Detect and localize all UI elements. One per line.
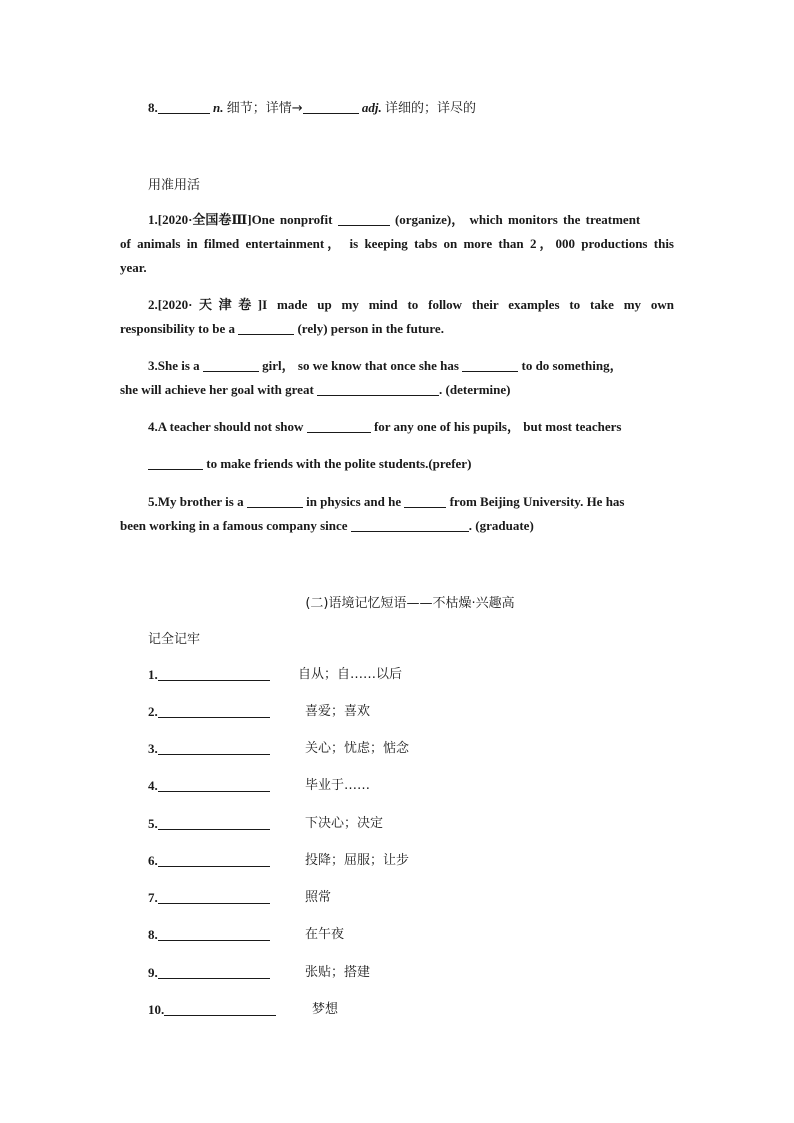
answer-blank[interactable] — [148, 455, 203, 470]
phrase-row: 8. 在午夜 — [148, 927, 345, 942]
phrase-row: 4. 毕业于…… — [148, 778, 371, 793]
meaning-adjective: 详细的；详尽的 — [385, 101, 477, 116]
phrase-row: 7. 照常 — [148, 890, 332, 905]
phrase-row: 5. 下决心；决定 — [148, 816, 384, 831]
answer-blank[interactable] — [164, 1001, 276, 1016]
usage-heading: 用准用活 — [148, 178, 201, 193]
answer-blank[interactable] — [158, 99, 210, 114]
phrases-heading: 记全记牢 — [148, 632, 201, 647]
answer-blank[interactable] — [158, 740, 270, 755]
answer-blank[interactable] — [317, 381, 439, 396]
answer-blank[interactable] — [303, 99, 359, 114]
phrase-row: 10. 梦想 — [148, 1002, 339, 1017]
exercise-4-line-1: 4.A teacher should not show for any one of his pupils， but most teachers — [148, 419, 622, 434]
vocab-item-8 — [148, 96, 702, 121]
answer-blank[interactable] — [351, 517, 469, 532]
meaning-noun: 细节；详情→ — [226, 101, 303, 116]
exercise-2-line-1: 2.[2020·天津卷]I made up my mind to follow their examples to take my own — [148, 297, 674, 312]
vocab-number: 8. — [148, 100, 158, 115]
answer-blank[interactable] — [247, 493, 303, 508]
answer-blank[interactable] — [158, 852, 270, 867]
pos-adjective: adj. — [361, 100, 382, 115]
phrase-row: 1. 自从；自……以后 — [148, 667, 403, 682]
phrase-row: 9. 张贴；搭建 — [148, 965, 371, 980]
exercise-3-line-2: she will achieve her goal with great . (determine) — [120, 382, 511, 397]
phrase-row: 6. 投降；屈服；让步 — [148, 853, 410, 868]
answer-blank[interactable] — [307, 418, 371, 433]
exercise-2-line-2: responsibility to be a (rely) person in the future. — [120, 321, 444, 336]
answer-blank[interactable] — [158, 666, 270, 681]
answer-blank[interactable] — [158, 964, 270, 979]
phrase-row: 3. 关心；忧虑；惦念 — [148, 741, 410, 756]
answer-blank[interactable] — [462, 357, 518, 372]
pos-noun: n. — [213, 100, 224, 115]
answer-blank[interactable] — [238, 320, 294, 335]
exercise-5-line-1: 5.My brother is a in physics and he from Beijing University. He has — [148, 494, 625, 509]
exercise-4-line-2: to make friends with the polite students.(prefer) — [148, 452, 674, 476]
section-title: (二)语境记忆短语——不枯燥·兴趣高 — [305, 596, 515, 611]
answer-blank[interactable] — [338, 211, 390, 226]
answer-blank[interactable] — [158, 926, 270, 941]
exercise-3-line-1: 3.She is a girl， so we know that once she has to do something， — [148, 358, 623, 373]
answer-blank[interactable] — [158, 703, 270, 718]
answer-blank[interactable] — [404, 493, 446, 508]
exercise-1-line-3: year. — [120, 260, 147, 275]
answer-blank[interactable] — [158, 889, 270, 904]
answer-blank[interactable] — [158, 815, 270, 830]
exercise-5-line-2: been working in a famous company since . (graduate) — [120, 518, 534, 533]
exercise-1-line-1: 1.[2020·全国卷Ⅲ]One nonprofit (organize)， which monitors the treatment — [148, 212, 641, 227]
exercise-1-line-2: of animals in filmed entertainment， is keeping tabs on more than 2，000 productions this — [120, 236, 674, 251]
answer-blank[interactable] — [203, 357, 259, 372]
phrase-row: 2. 喜爱；喜欢 — [148, 704, 371, 719]
answer-blank[interactable] — [158, 777, 270, 792]
